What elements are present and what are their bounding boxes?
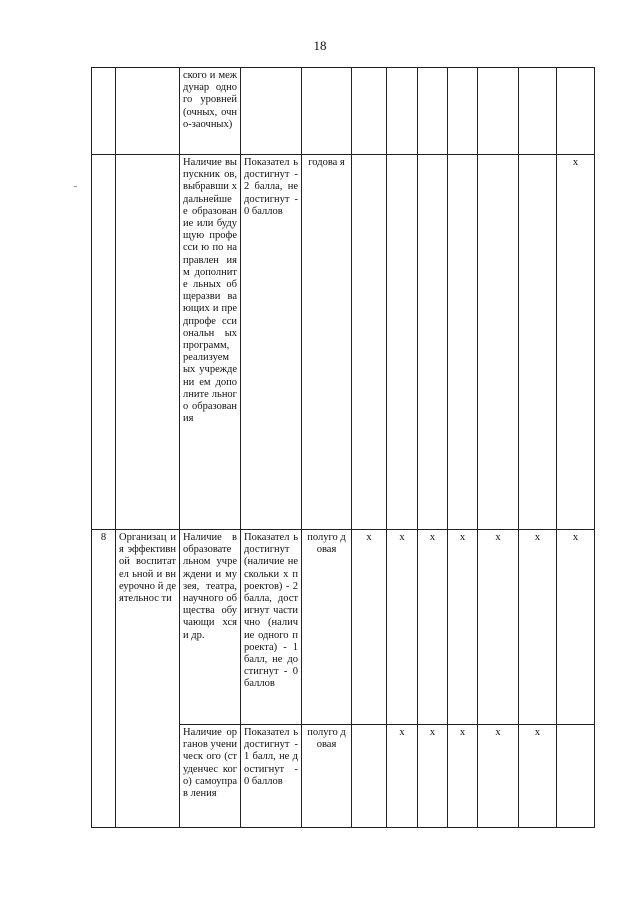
criterion-cell <box>116 155 180 530</box>
mark: х <box>534 727 541 738</box>
mark-cell <box>519 530 557 725</box>
measure-cell: Показател ь достигнут - 2 балла, не достигнут - 0 баллов <box>241 155 302 530</box>
mark-cell <box>387 155 418 530</box>
indicator-cell: Наличие в образовате льном учреждени и музея, театра, научного общества обучающи хся и др. <box>180 530 241 725</box>
mark-cell <box>387 725 418 828</box>
mark: х <box>534 532 541 543</box>
row-number: 8 <box>92 530 116 828</box>
indicator-cell: ского и междунар одного уровней (очных, очно-заочных) <box>180 68 241 155</box>
mark: х <box>399 727 405 738</box>
table-row <box>92 155 595 530</box>
mark-cell <box>557 530 595 725</box>
mark-cell <box>478 68 519 155</box>
table-row <box>92 68 595 155</box>
mark-cell <box>557 68 595 155</box>
mark-cell <box>557 155 595 530</box>
indicator-cell: Наличие выпускник ов, выбравши х дальнейше е образован ие или будущую професси ю по направлен иям дополните льных общеразви вающих и предпрофе ссиональн ых программ, реализуем ых учреждени ем дополните льного образован ия <box>180 155 241 530</box>
mark-cell <box>387 530 418 725</box>
mark-cell <box>448 155 478 530</box>
measure-cell: Показател ь достигнут - 1 балл, не достигнут - 0 баллов <box>241 725 302 828</box>
mark-cell <box>418 155 448 530</box>
row-number <box>92 155 116 530</box>
mark: х <box>495 727 501 738</box>
mark: х <box>429 532 436 543</box>
row-number <box>92 68 116 155</box>
mark-cell <box>478 725 519 828</box>
mark: х <box>366 532 372 543</box>
mark-cell <box>478 155 519 530</box>
mark-cell <box>448 725 478 828</box>
period-cell: годова я <box>302 155 352 530</box>
mark-cell <box>352 530 387 725</box>
mark-cell <box>418 725 448 828</box>
mark-cell <box>519 725 557 828</box>
measure-cell: Показател ь достигнут (наличие нескольки х проектов) - 2 балла, достигнут частично (наличие одного проекта) - 1 балл, не достигнут - 0 баллов <box>241 530 302 725</box>
mark-cell <box>352 725 387 828</box>
mark-cell <box>387 68 418 155</box>
criterion-cell <box>116 68 180 155</box>
indicator-cell: Наличие органов ученическ ого (студенчес кого) самоуправ ления <box>180 725 241 828</box>
criteria-table <box>91 67 595 828</box>
mark: х <box>429 727 436 738</box>
mark-cell <box>519 155 557 530</box>
mark-cell <box>352 68 387 155</box>
mark-cell <box>418 530 448 725</box>
period-cell: полуго довая <box>302 530 352 725</box>
mark-cell <box>448 530 478 725</box>
measure-cell <box>241 68 302 155</box>
criterion-cell: Организац ия эффективн ой воспитател ьной и внеурочно й деятельнос ти <box>116 530 180 828</box>
table-row <box>92 530 595 725</box>
mark-cell <box>418 68 448 155</box>
mark: х <box>459 727 466 738</box>
mark-cell <box>557 725 595 828</box>
period-cell <box>302 68 352 155</box>
mark-cell <box>519 68 557 155</box>
mark: х <box>495 532 501 543</box>
mark-cell <box>478 530 519 725</box>
mark: х <box>572 157 579 168</box>
scan-mark <box>74 186 77 187</box>
mark: х <box>572 532 579 543</box>
page-number: 18 <box>313 38 327 53</box>
mark: х <box>399 532 405 543</box>
period-cell: полуго довая <box>302 725 352 828</box>
mark-cell <box>352 155 387 530</box>
mark: х <box>459 532 466 543</box>
mark-cell <box>448 68 478 155</box>
